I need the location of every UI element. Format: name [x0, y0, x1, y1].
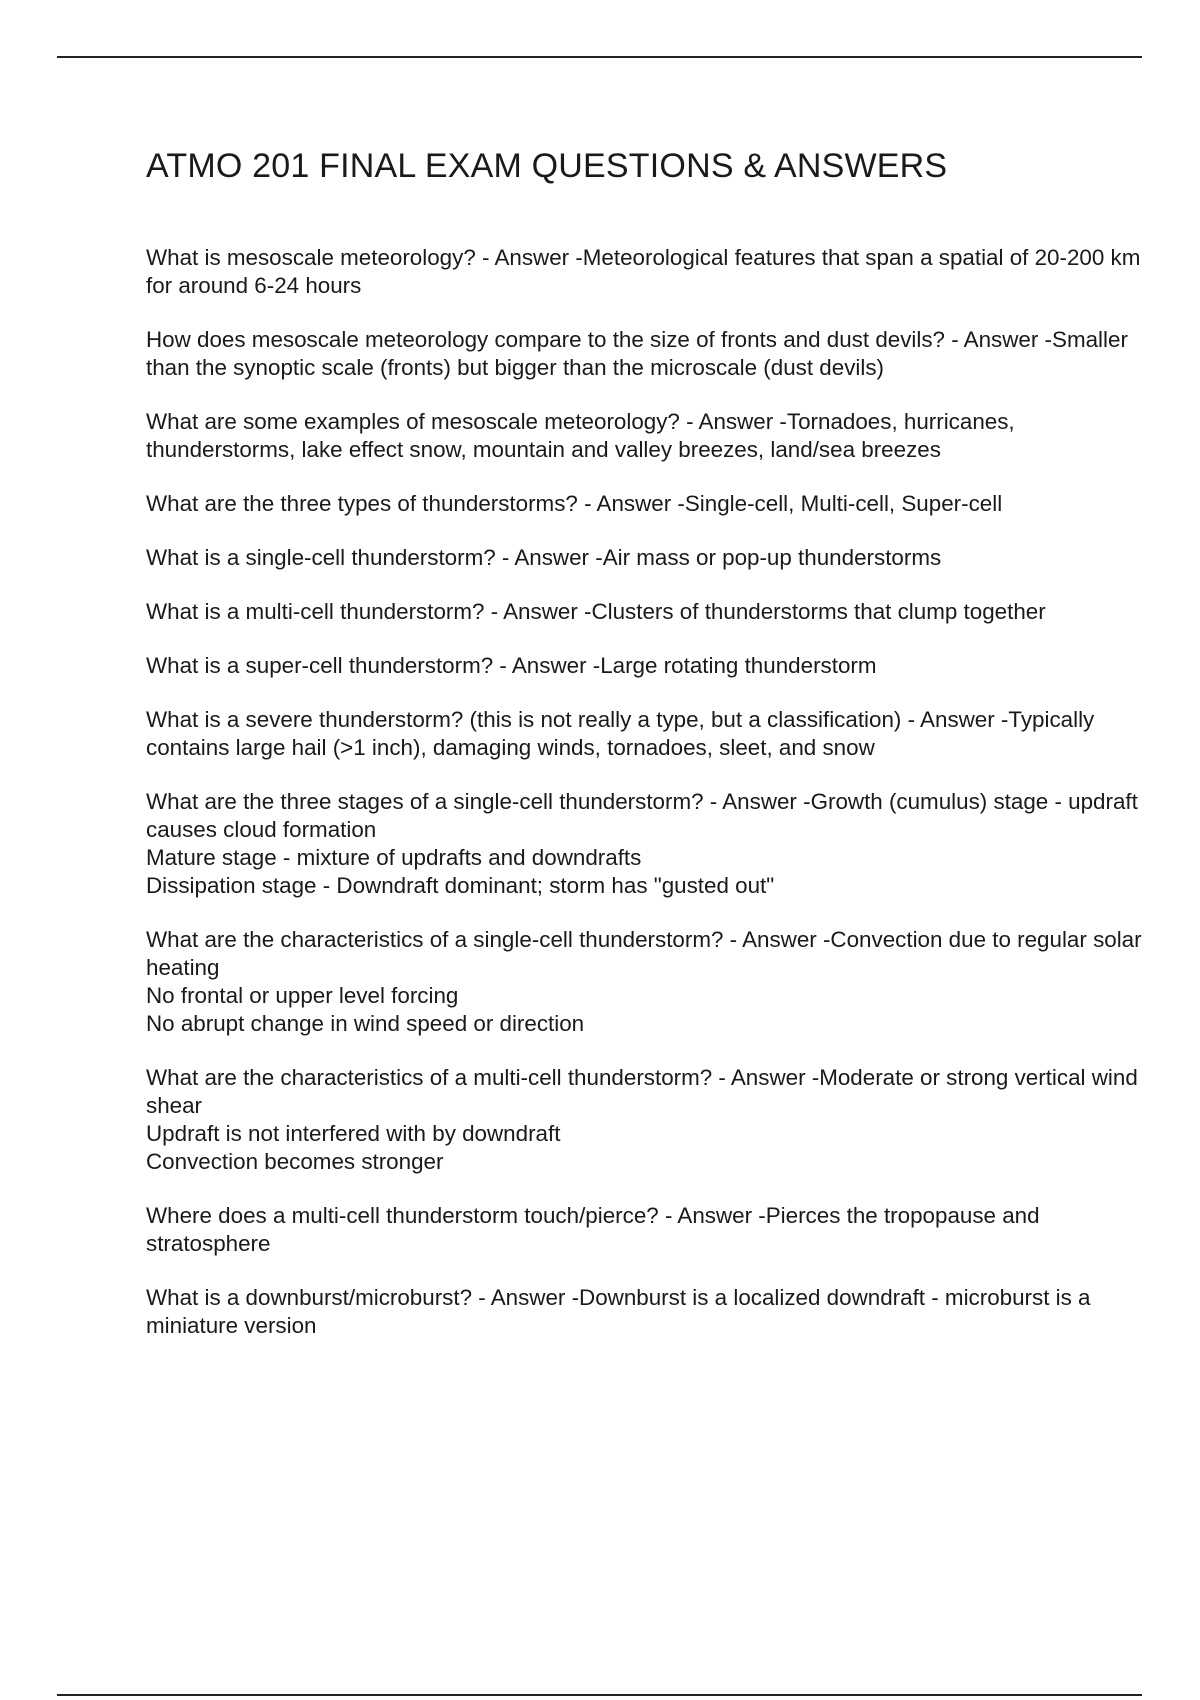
qa-item: What are the three types of thunderstorms? - Answer -Single-cell, Multi-cell, Super-cell [146, 491, 1003, 516]
qa-item: What are the characteristics of a single-cell thunderstorm? - Answer -Convection due to regular solar heating No frontal or upper level forcing No abrupt change in wind speed or direction [146, 927, 1142, 1036]
qa-item: What is a severe thunderstorm? (this is not really a type, but a classification) - Answer -Typically contains large hail (>1 inch), damaging winds, tornadoes, sleet, and snow [146, 707, 1095, 760]
qa-item: What are some examples of mesoscale meteorology? - Answer -Tornadoes, hurricanes, thunderstorms, lake effect snow, mountain and valley breezes, land/sea breezes [146, 409, 1015, 462]
qa-item: What is mesoscale meteorology? - Answer -Meteorological features that span a spatial of 20-200 km for around 6-24 hours [146, 245, 1141, 298]
document-title: ATMO 201 FINAL EXAM QUESTIONS & ANSWERS [146, 147, 948, 185]
qa-item: Where does a multi-cell thunderstorm touch/pierce? - Answer -Pierces the tropopause and stratosphere [146, 1203, 1040, 1256]
document-body [146, 140, 1156, 1366]
bottom-rule [57, 1694, 1142, 1696]
qa-list [146, 244, 1156, 1340]
qa-item: What is a downburst/microburst? - Answer -Downburst is a localized downdraft - microburst is a miniature version [146, 1285, 1091, 1338]
qa-item: What is a single-cell thunderstorm? - Answer -Air mass or pop-up thunderstorms [146, 545, 942, 570]
qa-item: What is a multi-cell thunderstorm? - Answer -Clusters of thunderstorms that clump together [146, 599, 1046, 624]
qa-item: How does mesoscale meteorology compare to the size of fronts and dust devils? - Answer -Smaller than the synoptic scale (fronts) but bigger than the microscale (dust devils) [146, 327, 1128, 380]
qa-item: What is a super-cell thunderstorm? - Answer -Large rotating thunderstorm [146, 653, 877, 678]
top-rule [57, 56, 1142, 58]
qa-item: What are the characteristics of a multi-cell thunderstorm? - Answer -Moderate or strong vertical wind shear Updraft is not interfered with by downdraft Convection becomes stronger [146, 1065, 1138, 1174]
qa-item: What are the three stages of a single-cell thunderstorm? - Answer -Growth (cumulus) stage - updraft causes cloud formation Mature stage - mixture of updrafts and downdrafts Dissipation stage - Downdraft dominant; storm has "gusted out" [146, 789, 1138, 898]
